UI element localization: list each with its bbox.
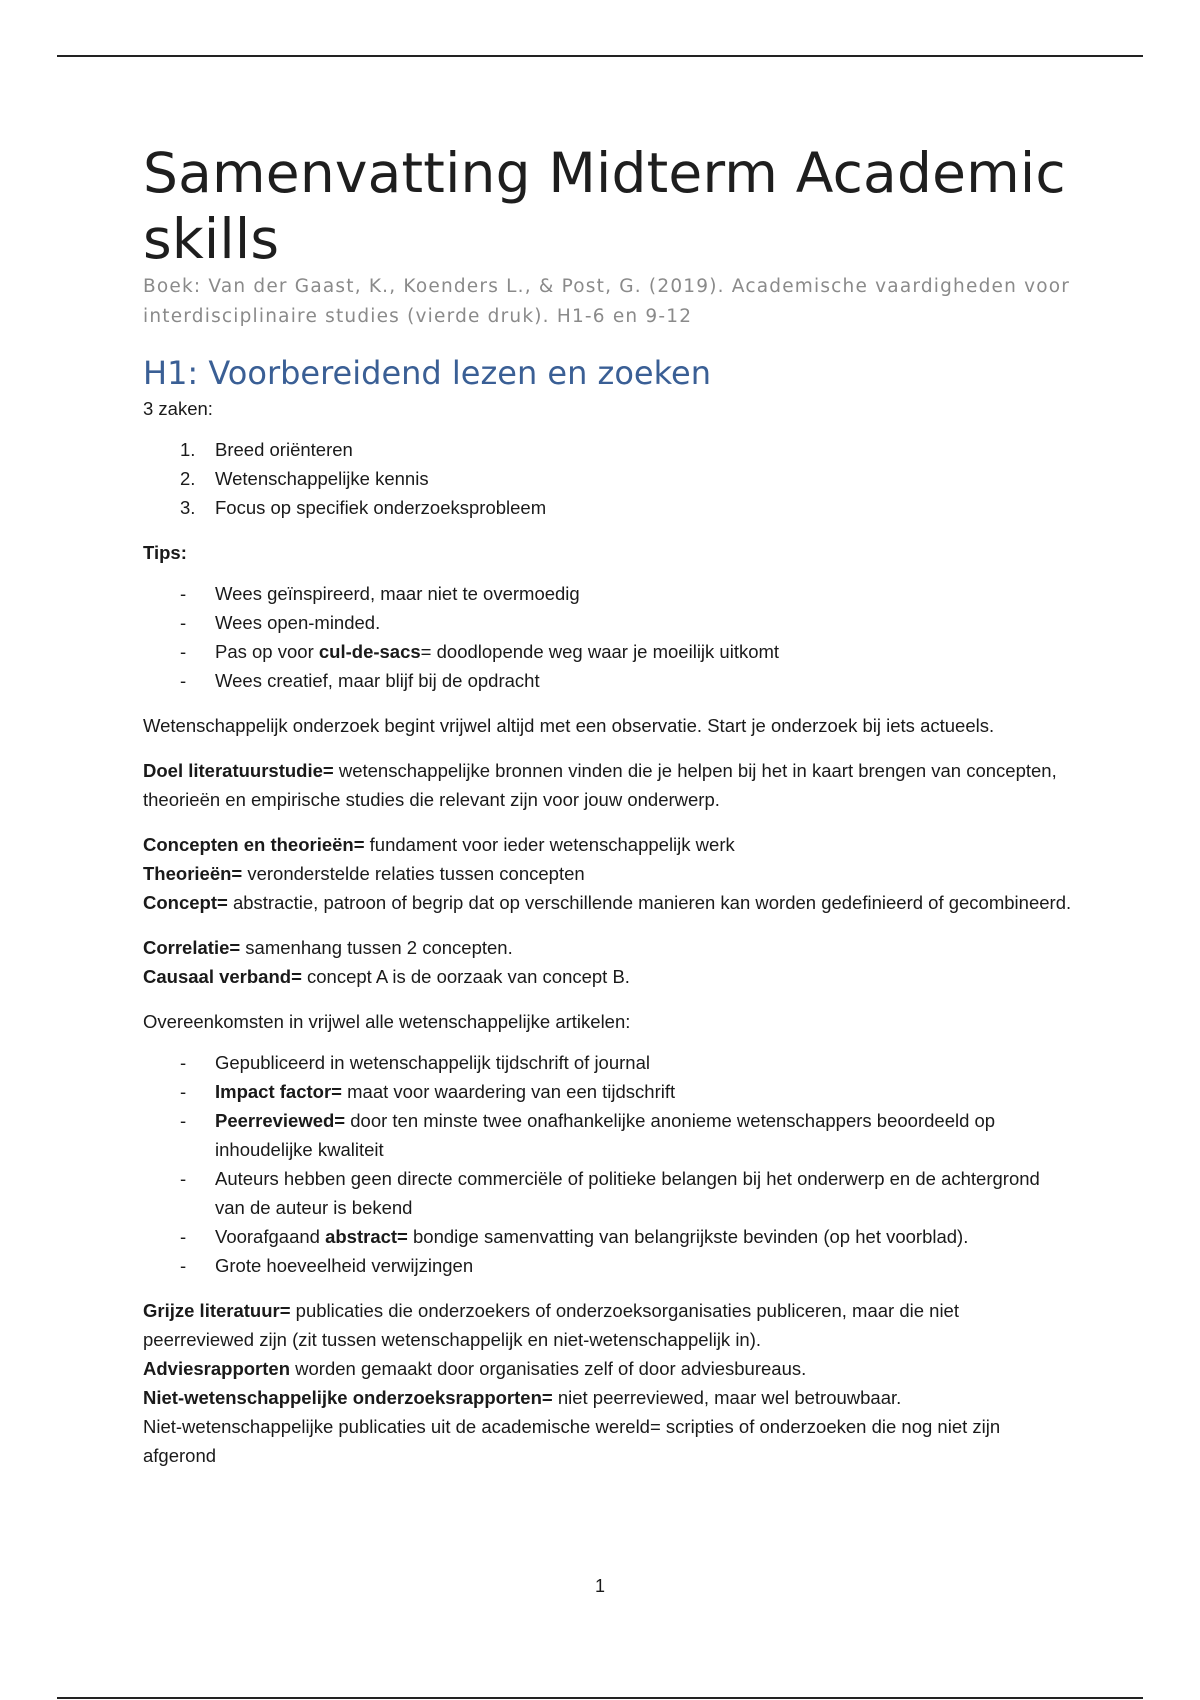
list-item: 3. Focus op specifiek onderzoeksprobleem xyxy=(180,497,547,518)
literatuur-block xyxy=(143,1296,1073,1470)
definition-line: Niet-wetenschappelijke publicaties uit de academische wereld= scripties of onderzoeken die nog niet zijn afgerond xyxy=(143,1416,1001,1466)
definition-line: Correlatie= samenhang tussen 2 concepten. xyxy=(143,937,513,958)
document-title: Samenvatting Midterm Academic skills xyxy=(143,141,1066,271)
list-item: - Wees geïnspireerd, maar niet te overmoedig xyxy=(180,583,580,604)
zaken-intro: 3 zaken: xyxy=(143,398,213,419)
definition-line: Theorieën= veronderstelde relaties tussen concepten xyxy=(143,863,585,884)
zaken-list xyxy=(143,435,1073,522)
tips-list xyxy=(143,579,1073,695)
observatie-paragraph: Wetenschappelijk onderzoek begint vrijwel altijd met een observatie. Start je onderzoek bij iets actueels. xyxy=(143,715,995,736)
concepten-block xyxy=(143,830,1073,917)
header-rule xyxy=(57,55,1143,57)
definition-line: Concepten en theorieën= fundament voor ieder wetenschappelijk werk xyxy=(143,834,735,855)
document-subtitle: Boek: Van der Gaast, K., Koenders L., & Post, G. (2019). Academische vaardigheden voor interdisciplinaire studies (vierde druk). H1-6 en 9-12 xyxy=(143,276,1071,327)
doel-paragraph: Doel literatuurstudie= wetenschappelijke bronnen vinden die je helpen bij het in kaart brengen van concepten, theorieën en empirische studies die relevant zijn voor jouw onderwerp. xyxy=(143,760,1057,810)
overeenkomsten-list xyxy=(143,1048,1073,1280)
list-item: - Voorafgaand abstract= bondige samenvatting van belangrijkste bevinden (op het voorblad). xyxy=(180,1226,969,1247)
footer-rule xyxy=(57,1697,1143,1699)
list-item: - Pas op voor cul-de-sacs= doodlopende weg waar je moeilijk uitkomt xyxy=(180,641,780,662)
page-number: 1 xyxy=(594,1576,605,1596)
list-item: - Gepubliceerd in wetenschappelijk tijdschrift of journal xyxy=(180,1052,650,1073)
tips-label: Tips: xyxy=(143,542,187,563)
list-item: 2. Wetenschappelijke kennis xyxy=(180,468,429,489)
definition-line: Niet-wetenschappelijke onderzoeksrapporten= niet peerreviewed, maar wel betrouwbaar. xyxy=(143,1387,902,1408)
list-item: - Wees open-minded. xyxy=(180,612,381,633)
overeenkomsten-intro: Overeenkomsten in vrijwel alle wetenschappelijke artikelen: xyxy=(143,1011,631,1032)
definition-line: Causaal verband= concept A is de oorzaak van concept B. xyxy=(143,966,630,987)
list-item: - Wees creatief, maar blijf bij de opdracht xyxy=(180,670,540,691)
list-item: - Auteurs hebben geen directe commerciële of politieke belangen bij het onderwerp en de achtergrond van de auteur is bekend xyxy=(180,1168,1040,1218)
list-item: - Peerreviewed= door ten minste twee onafhankelijke anonieme wetenschappers beoordeeld op inhoudelijke kwaliteit xyxy=(180,1110,996,1160)
list-item: 1. Breed oriënteren xyxy=(180,439,353,460)
verbanden-block xyxy=(143,933,1073,991)
definition-line: Adviesrapporten worden gemaakt door organisaties zelf of door adviesbureaus. xyxy=(143,1358,807,1379)
section-heading-h1: H1: Voorbereidend lezen en zoeken xyxy=(143,354,711,392)
definition-line: Concept= abstractie, patroon of begrip dat op verschillende manieren kan worden gedefinieerd of gecombineerd. xyxy=(143,892,1072,913)
list-item: - Impact factor= maat voor waardering van een tijdschrift xyxy=(180,1081,676,1102)
definition-line: Grijze literatuur= publicaties die onderzoekers of onderzoeksorganisaties publiceren, maar die niet peerreviewed zijn (zit tussen wetenschappelijk en niet-wetenschappelijk in). xyxy=(143,1300,959,1350)
document-page xyxy=(143,140,1073,1470)
list-item: - Grote hoeveelheid verwijzingen xyxy=(180,1255,474,1276)
